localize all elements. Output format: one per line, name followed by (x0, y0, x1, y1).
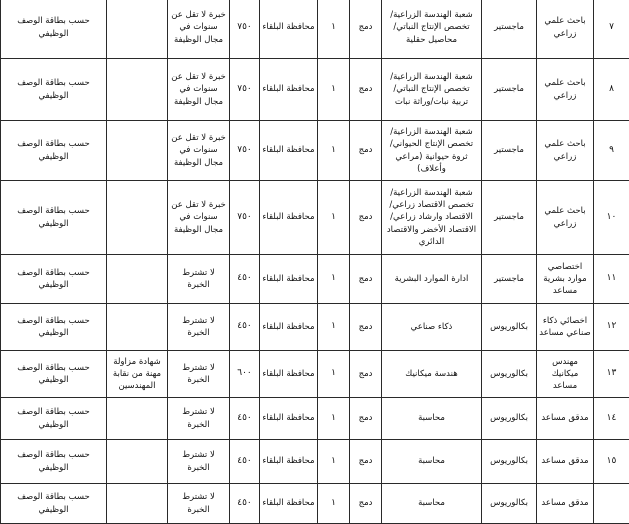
experience-cell: خبرة لا تقل عن سنوات في مجال الوظيفة (168, 181, 230, 255)
other-requirements-cell (107, 398, 168, 440)
type-cell: دمج (350, 304, 382, 351)
experience-cell: لا تشترط الخبرة (168, 484, 230, 524)
experience-cell: لا تشترط الخبرة (168, 351, 230, 398)
job-title-cell: باحث علمي زراعي (537, 121, 594, 181)
experience-cell: لا تشترط الخبرة (168, 440, 230, 484)
count-cell: ١ (318, 304, 350, 351)
table-row (1, 0, 629, 59)
location-cell: محافظة البلقاء (260, 440, 318, 484)
other-requirements-cell (107, 484, 168, 524)
notes-cell: حسب بطاقة الوصف الوظيفي (1, 484, 107, 524)
notes-cell: حسب بطاقة الوصف الوظيفي (1, 255, 107, 304)
experience-cell: لا تشترط الخبرة (168, 398, 230, 440)
location-cell: محافظة البلقاء (260, 59, 318, 121)
specialization-cell: ذكاء صناعي (382, 304, 482, 351)
specialization-cell: ادارة الموارد البشرية (382, 255, 482, 304)
degree-cell: بكالوريوس (482, 398, 537, 440)
experience-cell: خبرة لا تقل عن سنوات في مجال الوظيفة (168, 0, 230, 59)
notes-cell: حسب بطاقة الوصف الوظيفي (1, 0, 107, 59)
other-requirements-cell (107, 0, 168, 59)
type-cell: دمج (350, 398, 382, 440)
job-title-cell: مدقق مساعد (537, 484, 594, 524)
experience-cell: لا تشترط الخبرة (168, 304, 230, 351)
salary-cell: ٧٥٠ (230, 59, 260, 121)
job-title-cell: اختصاصي موارد بشرية مساعد (537, 255, 594, 304)
experience-cell: خبرة لا تقل عن سنوات في مجال الوظيفة (168, 59, 230, 121)
job-title-cell: مدقق مساعد (537, 398, 594, 440)
seq-cell: ١١ (594, 255, 629, 304)
seq-cell: ١٣ (594, 351, 629, 398)
salary-cell: ٤٥٠ (230, 440, 260, 484)
job-title-cell: باحث علمي زراعي (537, 0, 594, 59)
specialization-cell: شعبة الهندسة الزراعية/ تخصص الإنتاج النباتي/ تربية نبات/وراثة نبات (382, 59, 482, 121)
specialization-cell: شعبة الهندسة الزراعية/ تخصص الإنتاج النباتي/ محاصيل حقلية (382, 0, 482, 59)
degree-cell: ماجستير (482, 181, 537, 255)
other-requirements-cell: شهادة مزاولة مهنة من نقابة المهندسين (107, 351, 168, 398)
specialization-cell: شعبة الهندسة الزراعية/ تخصص الاقتصاد زراعي/ الاقتصاد وارشاد زراعي/ الاقتصاد الأخضر والاقتصاد الدائري (382, 181, 482, 255)
location-cell: محافظة البلقاء (260, 484, 318, 524)
seq-cell (594, 484, 629, 524)
other-requirements-cell (107, 181, 168, 255)
experience-cell: لا تشترط الخبرة (168, 255, 230, 304)
table-row (1, 121, 629, 181)
type-cell: دمج (350, 121, 382, 181)
count-cell: ١ (318, 121, 350, 181)
type-cell: دمج (350, 484, 382, 524)
seq-cell: ١٤ (594, 398, 629, 440)
notes-cell: حسب بطاقة الوصف الوظيفي (1, 398, 107, 440)
salary-cell: ٦٠٠ (230, 351, 260, 398)
count-cell: ١ (318, 0, 350, 59)
location-cell: محافظة البلقاء (260, 398, 318, 440)
degree-cell: ماجستير (482, 255, 537, 304)
degree-cell: ماجستير (482, 59, 537, 121)
salary-cell: ٧٥٠ (230, 0, 260, 59)
notes-cell: حسب بطاقة الوصف الوظيفي (1, 59, 107, 121)
specialization-cell: محاسبة (382, 440, 482, 484)
salary-cell: ٤٥٠ (230, 255, 260, 304)
other-requirements-cell (107, 121, 168, 181)
job-title-cell: مدقق مساعد (537, 440, 594, 484)
seq-cell: ١٠ (594, 181, 629, 255)
location-cell: محافظة البلقاء (260, 121, 318, 181)
other-requirements-cell (107, 59, 168, 121)
specialization-cell: شعبة الهندسة الزراعية/ تخصص الإنتاج الحيواني/ثروة حيوانية (مراعي وأعلاف) (382, 121, 482, 181)
job-title-cell: مهندس ميكانيك مساعد (537, 351, 594, 398)
count-cell: ١ (318, 59, 350, 121)
job-title-cell: باحث علمي زراعي (537, 181, 594, 255)
notes-cell: حسب بطاقة الوصف الوظيفي (1, 351, 107, 398)
count-cell: ١ (318, 255, 350, 304)
notes-cell: حسب بطاقة الوصف الوظيفي (1, 304, 107, 351)
specialization-cell: محاسبة (382, 398, 482, 440)
location-cell: محافظة البلقاء (260, 304, 318, 351)
type-cell: دمج (350, 59, 382, 121)
count-cell: ١ (318, 181, 350, 255)
salary-cell: ٤٥٠ (230, 304, 260, 351)
seq-cell: ٨ (594, 59, 629, 121)
seq-cell: ١٥ (594, 440, 629, 484)
location-cell: محافظة البلقاء (260, 255, 318, 304)
location-cell: محافظة البلقاء (260, 0, 318, 59)
count-cell: ١ (318, 351, 350, 398)
other-requirements-cell (107, 440, 168, 484)
other-requirements-cell (107, 304, 168, 351)
job-title-cell: باحث علمي زراعي (537, 59, 594, 121)
other-requirements-cell (107, 255, 168, 304)
salary-cell: ٤٥٠ (230, 484, 260, 524)
job-title-cell: اخصائي ذكاء صناعي مساعد (537, 304, 594, 351)
type-cell: دمج (350, 0, 382, 59)
table-row (1, 351, 629, 398)
location-cell: محافظة البلقاء (260, 351, 318, 398)
salary-cell: ٧٥٠ (230, 121, 260, 181)
table-row (1, 398, 629, 440)
count-cell: ١ (318, 440, 350, 484)
table-row (1, 255, 629, 304)
type-cell: دمج (350, 181, 382, 255)
salary-cell: ٤٥٠ (230, 398, 260, 440)
type-cell: دمج (350, 351, 382, 398)
seq-cell: ١٢ (594, 304, 629, 351)
count-cell: ١ (318, 398, 350, 440)
location-cell: محافظة البلقاء (260, 181, 318, 255)
table-row (1, 440, 629, 484)
degree-cell: بكالوريوس (482, 484, 537, 524)
salary-cell: ٧٥٠ (230, 181, 260, 255)
degree-cell: ماجستير (482, 121, 537, 181)
degree-cell: بكالوريوس (482, 304, 537, 351)
notes-cell: حسب بطاقة الوصف الوظيفي (1, 121, 107, 181)
table-row (1, 59, 629, 121)
notes-cell: حسب بطاقة الوصف الوظيفي (1, 181, 107, 255)
seq-cell: ٩ (594, 121, 629, 181)
count-cell: ١ (318, 484, 350, 524)
degree-cell: بكالوريوس (482, 351, 537, 398)
table-row (1, 304, 629, 351)
type-cell: دمج (350, 440, 382, 484)
specialization-cell: محاسبة (382, 484, 482, 524)
specialization-cell: هندسة ميكانيك (382, 351, 482, 398)
experience-cell: خبرة لا تقل عن سنوات في مجال الوظيفة (168, 121, 230, 181)
seq-cell: ٧ (594, 0, 629, 59)
table-row (1, 484, 629, 524)
table-row (1, 181, 629, 255)
type-cell: دمج (350, 255, 382, 304)
degree-cell: ماجستير (482, 0, 537, 59)
degree-cell: بكالوريوس (482, 440, 537, 484)
notes-cell: حسب بطاقة الوصف الوظيفي (1, 440, 107, 484)
